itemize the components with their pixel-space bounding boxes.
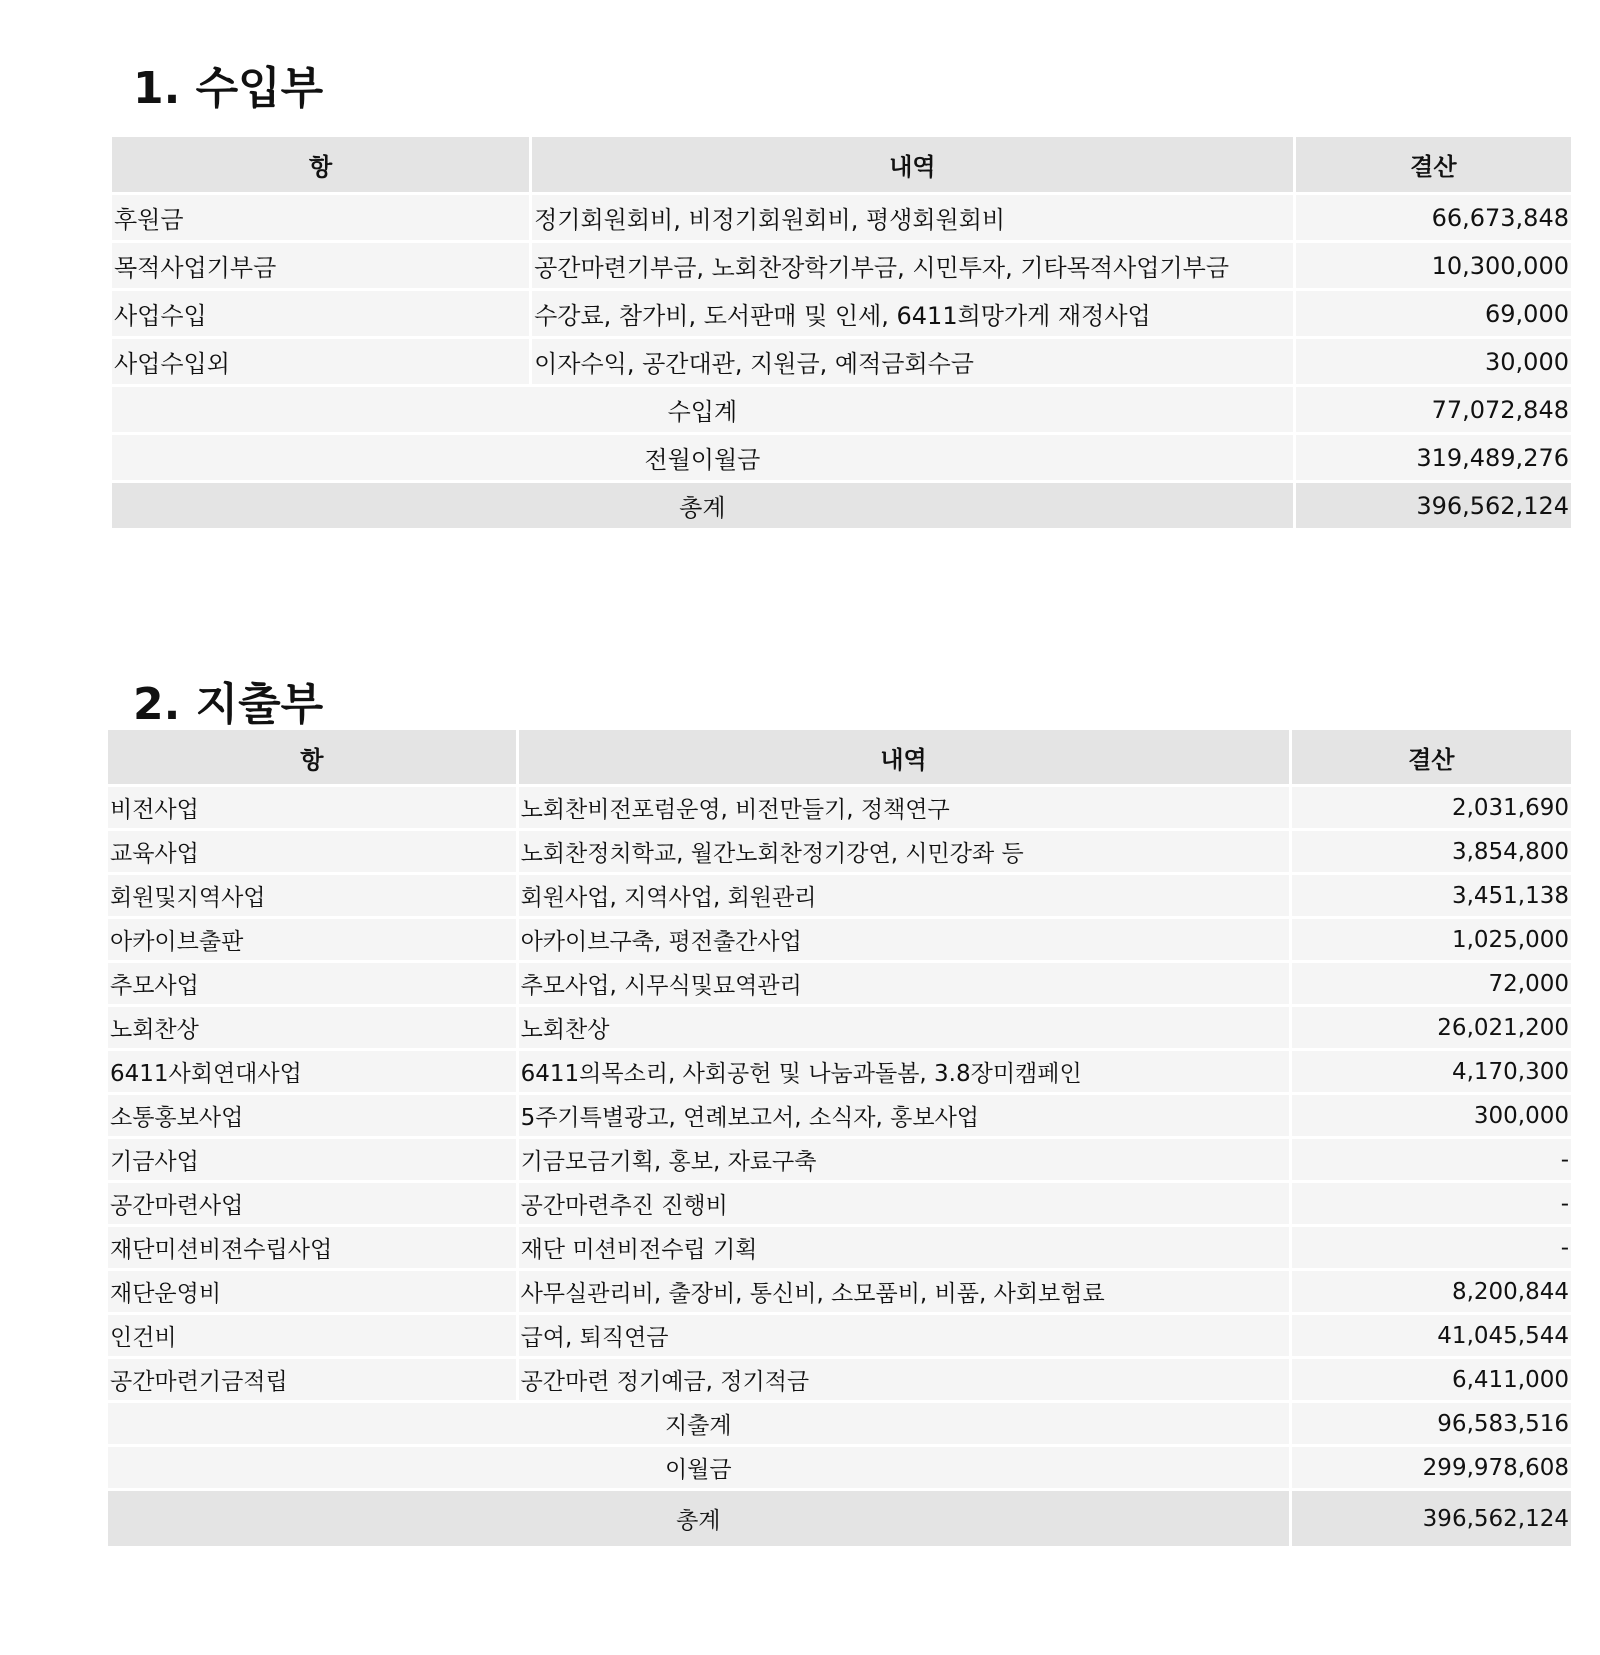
expense-item: 소통홍보사업 <box>108 1095 516 1136</box>
income-subtotal-amount: 77,072,848 <box>1296 387 1571 432</box>
table-row <box>108 1315 1571 1356</box>
expense-amount: - <box>1292 1183 1571 1224</box>
income-total-amount: 396,562,124 <box>1296 483 1571 528</box>
income-amount: 10,300,000 <box>1296 243 1571 288</box>
expense-item: 비전사업 <box>108 787 516 828</box>
expense-item: 공간마련사업 <box>108 1183 516 1224</box>
table-row <box>108 963 1571 1004</box>
expense-item: 회원및지역사업 <box>108 875 516 916</box>
expense-detail: 추모사업, 시무식및묘역관리 <box>519 963 1289 1004</box>
table-row <box>108 919 1571 960</box>
expense-amount: 6,411,000 <box>1292 1359 1571 1400</box>
income-carryover-row <box>112 435 1571 480</box>
expense-amount: - <box>1292 1227 1571 1268</box>
expense-amount: 1,025,000 <box>1292 919 1571 960</box>
income-item: 후원금 <box>112 195 529 240</box>
expense-amount: 4,170,300 <box>1292 1051 1571 1092</box>
expense-amount: 41,045,544 <box>1292 1315 1571 1356</box>
expense-header-item: 항 <box>108 730 516 784</box>
expense-subtotal-row <box>108 1403 1571 1444</box>
expense-total-label: 총계 <box>108 1491 1289 1546</box>
expense-amount: 3,854,800 <box>1292 831 1571 872</box>
expense-item: 공간마련기금적립 <box>108 1359 516 1400</box>
income-subtotal-row <box>112 387 1571 432</box>
table-row <box>108 831 1571 872</box>
income-header-item: 항 <box>112 137 529 192</box>
income-carryover-amount: 319,489,276 <box>1296 435 1571 480</box>
expense-carryover-label: 이월금 <box>108 1447 1289 1488</box>
income-detail: 이자수익, 공간대관, 지원금, 예적금회수금 <box>532 339 1293 384</box>
income-item: 사업수입 <box>112 291 529 336</box>
table-row <box>108 1227 1571 1268</box>
income-detail: 수강료, 참가비, 도서판매 및 인세, 6411희망가게 재정사업 <box>532 291 1293 336</box>
expense-detail: 재단 미션비전수립 기획 <box>519 1227 1289 1268</box>
expense-amount: 300,000 <box>1292 1095 1571 1136</box>
expense-header-amount: 결산 <box>1292 730 1571 784</box>
expense-amount: 3,451,138 <box>1292 875 1571 916</box>
income-amount: 66,673,848 <box>1296 195 1571 240</box>
income-table <box>109 134 1574 531</box>
income-amount: 30,000 <box>1296 339 1571 384</box>
expense-total-row <box>108 1491 1571 1546</box>
expense-amount: 2,031,690 <box>1292 787 1571 828</box>
table-row <box>112 195 1571 240</box>
expense-amount: 26,021,200 <box>1292 1007 1571 1048</box>
expense-detail: 급여, 퇴직연금 <box>519 1315 1289 1356</box>
income-total-row <box>112 483 1571 528</box>
expense-item: 재단미션비젼수립사업 <box>108 1227 516 1268</box>
expense-item: 교육사업 <box>108 831 516 872</box>
table-row <box>112 291 1571 336</box>
expense-subtotal-label: 지출계 <box>108 1403 1289 1444</box>
income-header-amount: 결산 <box>1296 137 1571 192</box>
expense-header-row <box>108 730 1571 784</box>
expense-detail: 노회찬정치학교, 월간노회찬정기강연, 시민강좌 등 <box>519 831 1289 872</box>
income-subtotal-label: 수입계 <box>112 387 1293 432</box>
table-row <box>108 1271 1571 1312</box>
expense-detail: 공간마련 정기예금, 정기적금 <box>519 1359 1289 1400</box>
expense-item: 추모사업 <box>108 963 516 1004</box>
table-row <box>112 339 1571 384</box>
table-row <box>108 1359 1571 1400</box>
expense-item: 6411사회연대사업 <box>108 1051 516 1092</box>
expense-detail: 공간마련추진 진행비 <box>519 1183 1289 1224</box>
expense-carryover-amount: 299,978,608 <box>1292 1447 1571 1488</box>
table-row <box>108 1051 1571 1092</box>
expense-section-title: 2. 지출부 <box>133 679 324 730</box>
expense-item: 노회찬상 <box>108 1007 516 1048</box>
expense-item: 재단운영비 <box>108 1271 516 1312</box>
income-carryover-label: 전월이월금 <box>112 435 1293 480</box>
expense-subtotal-amount: 96,583,516 <box>1292 1403 1571 1444</box>
expense-detail: 기금모금기획, 홍보, 자료구축 <box>519 1139 1289 1180</box>
expense-detail: 사무실관리비, 출장비, 통신비, 소모품비, 비품, 사회보험료 <box>519 1271 1289 1312</box>
income-header-detail: 내역 <box>532 137 1293 192</box>
income-total-label: 총계 <box>112 483 1293 528</box>
table-row <box>108 1139 1571 1180</box>
expense-item: 기금사업 <box>108 1139 516 1180</box>
income-detail: 공간마련기부금, 노회찬장학기부금, 시민투자, 기타목적사업기부금 <box>532 243 1293 288</box>
expense-amount: - <box>1292 1139 1571 1180</box>
expense-detail: 회원사업, 지역사업, 회원관리 <box>519 875 1289 916</box>
expense-amount: 72,000 <box>1292 963 1571 1004</box>
expense-carryover-row <box>108 1447 1571 1488</box>
table-row <box>108 787 1571 828</box>
table-row <box>112 243 1571 288</box>
expense-amount: 8,200,844 <box>1292 1271 1571 1312</box>
table-row <box>108 1095 1571 1136</box>
expense-detail: 5주기특별광고, 연례보고서, 소식자, 홍보사업 <box>519 1095 1289 1136</box>
income-item: 사업수입외 <box>112 339 529 384</box>
expense-header-detail: 내역 <box>519 730 1289 784</box>
expense-detail: 노회찬비전포럼운영, 비전만들기, 정책연구 <box>519 787 1289 828</box>
expense-item: 아카이브출판 <box>108 919 516 960</box>
income-section-title: 1. 수입부 <box>133 63 324 114</box>
income-amount: 69,000 <box>1296 291 1571 336</box>
income-item: 목적사업기부금 <box>112 243 529 288</box>
expense-table <box>105 727 1574 1549</box>
income-header-row <box>112 137 1571 192</box>
expense-total-amount: 396,562,124 <box>1292 1491 1571 1546</box>
table-row <box>108 1007 1571 1048</box>
table-row <box>108 1183 1571 1224</box>
expense-detail: 아카이브구축, 평전출간사업 <box>519 919 1289 960</box>
expense-detail: 노회찬상 <box>519 1007 1289 1048</box>
expense-detail: 6411의목소리, 사회공헌 및 나눔과돌봄, 3.8장미캠페인 <box>519 1051 1289 1092</box>
expense-item: 인건비 <box>108 1315 516 1356</box>
table-row <box>108 875 1571 916</box>
income-detail: 정기회원회비, 비정기회원회비, 평생회원회비 <box>532 195 1293 240</box>
